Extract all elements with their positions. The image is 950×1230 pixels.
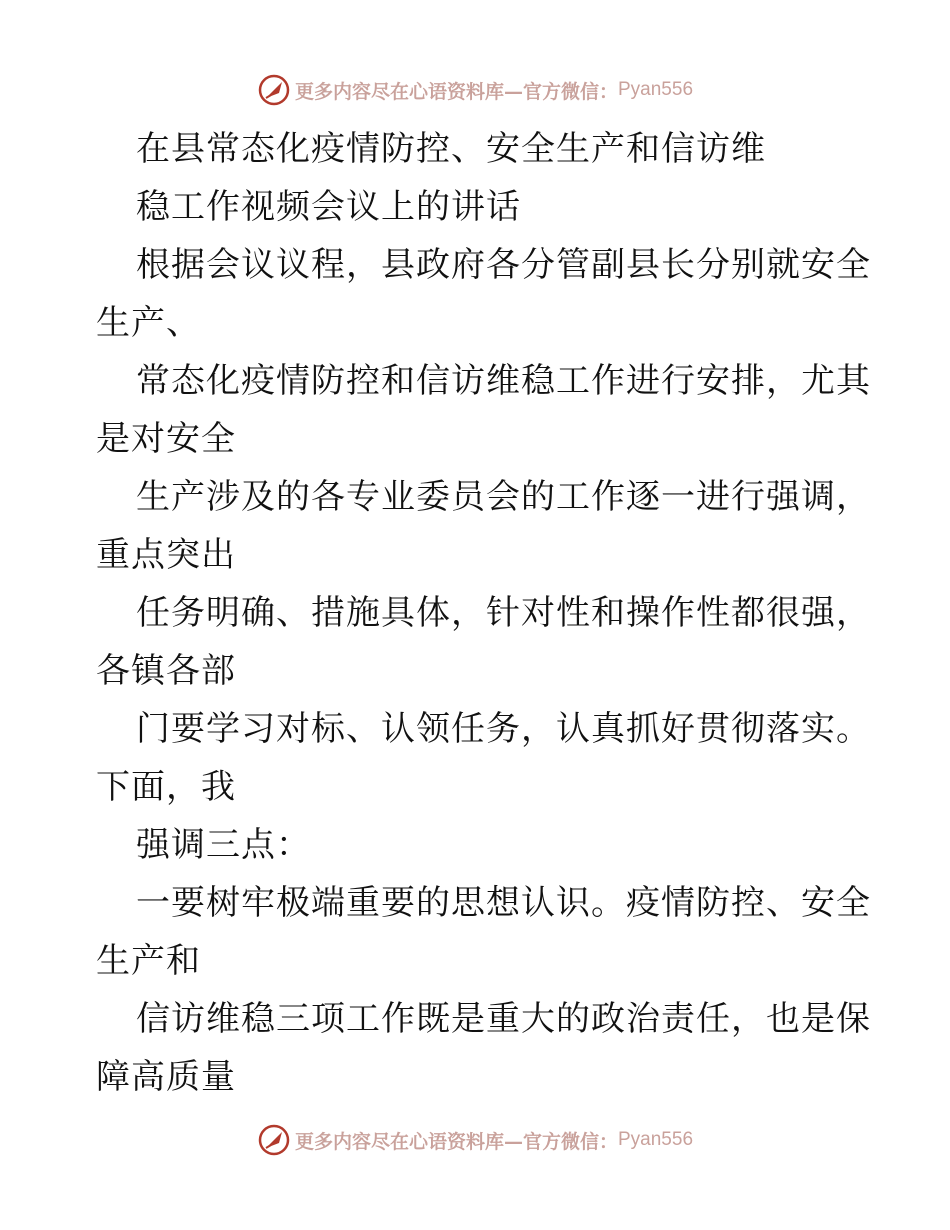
document-line: 一要树牢极端重要的思想认识。疫情防控、安全 [136, 883, 871, 923]
document-line: 下面，我 [96, 767, 236, 807]
document-line: 生产和 [96, 941, 201, 981]
footer-watermark [0, 1120, 950, 1160]
document-line: 根据会议议程，县政府各分管副县长分别就安全 [136, 245, 871, 285]
document-line: 任务明确、措施具体，针对性和操作性都很强， [136, 593, 871, 633]
document-line: 是对安全 [96, 419, 236, 459]
document-line: 生产涉及的各专业委员会的工作逐一进行强调， [136, 477, 871, 517]
document-line: 强调三点： [136, 825, 311, 865]
document-line: 门要学习对标、认领任务，认真抓好贯彻落实。 [136, 709, 871, 749]
watermark-wechat-id: Pyan556 [618, 1129, 694, 1150]
quill-pen-logo-icon [257, 1123, 291, 1157]
watermark-text: 更多内容尽在心语资料库—官方微信： [294, 1130, 618, 1153]
watermark-wechat-id: Pyan556 [618, 79, 694, 100]
document-line: 生产、 [96, 303, 201, 343]
document-line: 障高质量 [96, 1057, 236, 1097]
document-line: 稳工作视频会议上的讲话 [136, 187, 521, 227]
document-line: 信访维稳三项工作既是重大的政治责任，也是保 [136, 999, 871, 1039]
document-line: 各镇各部 [96, 651, 236, 691]
document-line: 重点突出 [96, 535, 236, 575]
document-body [96, 120, 871, 1106]
quill-pen-logo-icon [257, 73, 291, 107]
watermark-text: 更多内容尽在心语资料库—官方微信： [294, 80, 618, 103]
document-line: 常态化疫情防控和信访维稳工作进行安排，尤其 [136, 361, 871, 401]
header-watermark [0, 70, 950, 110]
document-line: 在县常态化疫情防控、安全生产和信访维 [136, 129, 766, 169]
